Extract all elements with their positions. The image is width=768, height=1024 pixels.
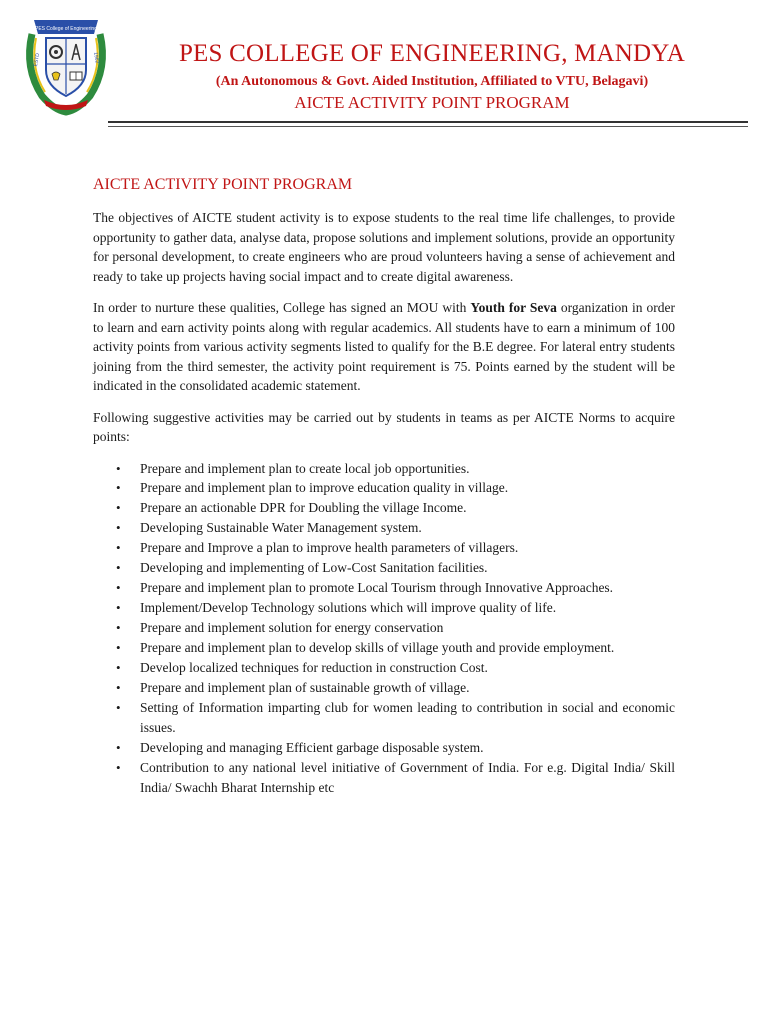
bullet-icon: • — [116, 760, 121, 776]
college-name: PES COLLEGE OF ENGINEERING, MANDYA — [178, 40, 686, 67]
list-item — [93, 698, 675, 738]
list-item — [93, 658, 675, 678]
list-item-text: Prepare and implement plan to create local job opportunities. — [140, 460, 470, 476]
program-heading: AICTE ACTIVITY POINT PROGRAM — [294, 93, 570, 112]
bullet-icon: • — [116, 460, 121, 476]
bullet-icon: • — [116, 560, 121, 576]
list-item-text: Prepare and implement plan of sustainable growth of village. — [140, 680, 470, 696]
activities-intro-paragraph: Following suggestive activities may be carried out by students in teams as per AICTE Norms to acquire points: — [93, 409, 675, 444]
list-item-text: Prepare and Improve a plan to improve health parameters of villagers. — [140, 540, 519, 556]
logo-estd-text: ESTD — [32, 52, 42, 67]
list-item — [93, 678, 675, 698]
list-item-text: Developing and implementing of Low-Cost Sanitation facilities. — [140, 560, 488, 576]
list-item-text: Prepare and implement plan to develop skills of village youth and provide employment. — [140, 640, 615, 656]
list-item-text: Implement/Develop Technology solutions which will improve quality of life. — [140, 600, 557, 616]
section-title: AICTE ACTIVITY POINT PROGRAM — [93, 176, 353, 193]
objectives-paragraph: The objectives of AICTE student activity is to expose students to the real time life challenges, to provide opportunity to gather data, analyse data, propose solutions and implement solutions, provide an opportunity for personal development, to create engineers who are proud volunteers having a sense of achievement and ready to take up projects having social impact and to create digital awareness. — [93, 210, 675, 284]
list-item — [93, 578, 675, 598]
mou-paragraph — [93, 298, 675, 396]
activities-list — [93, 459, 675, 798]
list-item — [93, 518, 675, 538]
college-affiliation: (An Autonomous & Govt. Aided Institution, Affiliated to VTU, Belagavi) — [215, 74, 649, 89]
bullet-icon: • — [116, 640, 121, 656]
list-item — [93, 638, 675, 658]
bullet-icon: • — [116, 680, 121, 696]
list-item — [93, 558, 675, 578]
list-item — [93, 758, 675, 798]
bullet-icon: • — [116, 520, 121, 536]
list-item — [93, 598, 675, 618]
list-item-text: Contribution to any national level initiative of Government of India. For e.g. Digital India/ Skill India/ Swachh Bharat Internship etc — [140, 760, 675, 795]
list-item-text: Developing and managing Efficient garbage disposable system. — [140, 740, 484, 756]
list-item-text: Prepare and implement plan to improve education quality in village. — [140, 480, 509, 496]
bullet-icon: • — [116, 660, 121, 676]
bullet-icon: • — [116, 620, 121, 636]
list-item — [93, 538, 675, 558]
document-body — [93, 176, 675, 798]
list-item-text: Prepare and implement solution for energy conservation — [140, 620, 444, 636]
header-divider-thin — [108, 126, 748, 127]
list-item — [93, 618, 675, 638]
list-item — [93, 738, 675, 758]
list-item — [93, 459, 675, 479]
document-header — [0, 0, 768, 130]
bullet-icon: • — [116, 600, 121, 616]
youth-for-seva-text: Youth for Seva — [470, 300, 557, 315]
list-item — [93, 478, 675, 498]
list-item-text: Prepare and implement plan to promote Local Tourism through Innovative Approaches. — [140, 580, 614, 596]
list-item-text: Prepare an actionable DPR for Doubling the village Income. — [140, 500, 467, 516]
list-item — [93, 498, 675, 518]
bullet-icon: • — [116, 740, 121, 756]
bullet-icon: • — [116, 500, 121, 516]
mou-paragraph-start: In order to nurture these qualities, College has signed an MOU with — [93, 300, 471, 315]
header-divider-thick — [108, 121, 748, 123]
bullet-icon: • — [116, 480, 121, 496]
logo-year-text: 1962 — [92, 51, 100, 64]
bullet-icon: • — [116, 700, 121, 716]
list-item-text: Develop localized techniques for reduction in construction Cost. — [140, 660, 488, 676]
logo-top-text: PES College of Engineering — [35, 26, 97, 32]
bullet-icon: • — [116, 580, 121, 596]
mou-paragraph-end: organization in order to learn and earn activity points along with regular academics. All students have to earn a minimum of 100 activity points from various activity segments listed to qualify for the B.E degree. For lateral entry students joining from the third semester, the activity point requirement is 75. Points earned by the student will be indicated in the consolidated academic statement. — [93, 300, 676, 393]
list-item-text: Developing Sustainable Water Management system. — [140, 520, 422, 536]
list-item-text: Setting of Information imparting club for women leading to contribution in social and economic issues. — [140, 700, 675, 736]
bullet-icon: • — [116, 540, 121, 556]
